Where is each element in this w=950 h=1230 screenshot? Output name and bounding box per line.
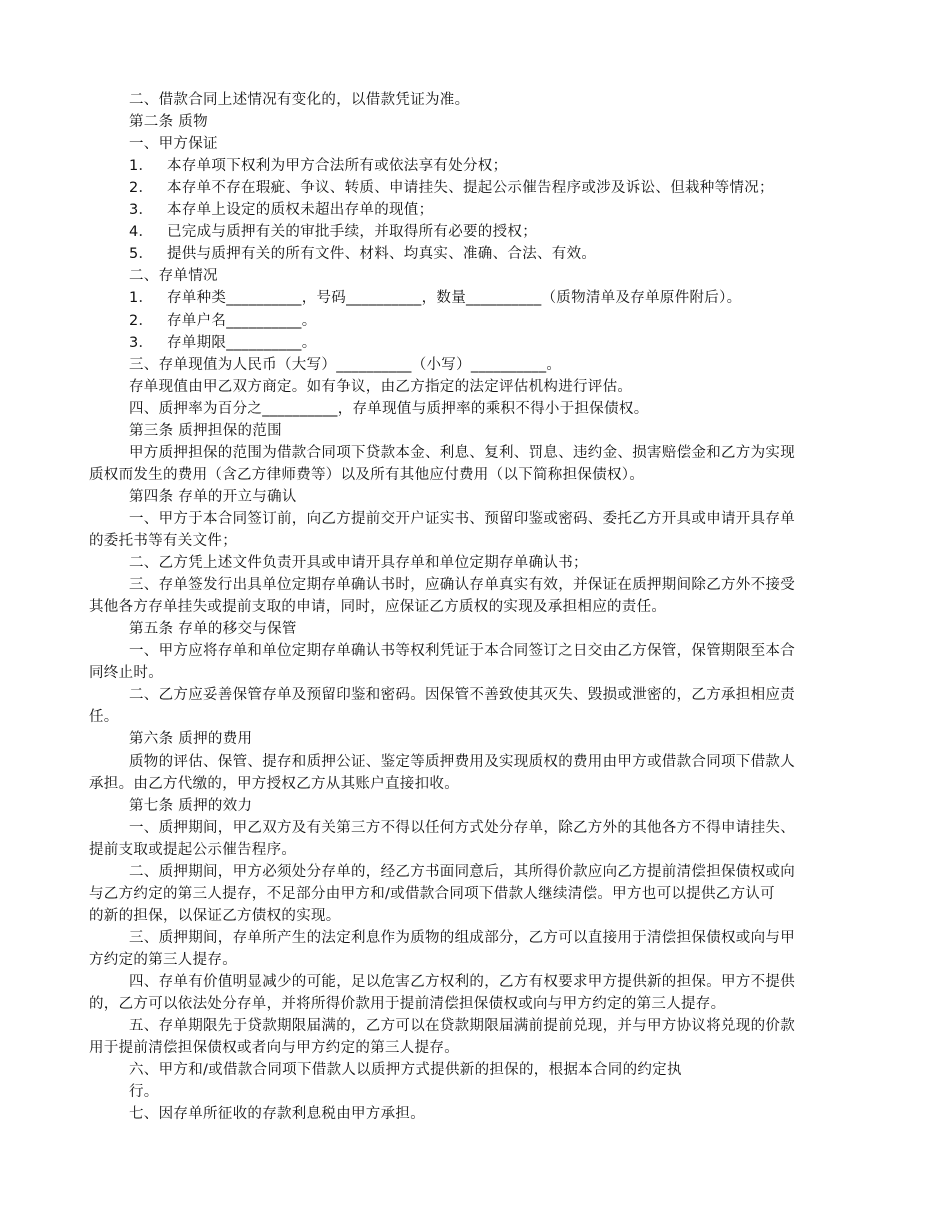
line-text: 本存单不存在瑕疵、争议、转质、申请挂失、提起公示催告程序或涉及诉讼、但栽种等情况； — [167, 180, 774, 196]
line-text: 第四条 存单的开立与确认 — [129, 489, 297, 505]
line-text: 一、甲方保证 — [129, 136, 218, 152]
list-number: 4． — [129, 224, 154, 240]
line-text: 行。 — [129, 1084, 159, 1100]
line-text: 三、存单现值为人民币（大写）__________（小写）__________。 — [129, 357, 562, 373]
line-text: 第六条 质押的费用 — [129, 731, 253, 747]
text-line — [129, 972, 795, 992]
text-line — [89, 531, 237, 551]
text-line — [129, 222, 537, 242]
line-text: 本存单上设定的质权未超出存单的现值； — [167, 202, 434, 218]
text-line — [129, 575, 795, 595]
text-line — [129, 112, 208, 132]
text-line — [129, 266, 218, 286]
text-line — [129, 928, 795, 948]
text-line — [89, 994, 725, 1014]
text-line — [129, 641, 795, 661]
text-line — [129, 156, 507, 176]
line-text: 其他各方存单挂失或提前支取的申请，同时，应保证乙方质权的实现及承担相应的责任。 — [89, 599, 667, 615]
line-text: 三、质押期间，存单所产生的法定利息作为质物的组成部分，乙方可以直接用于清偿担保债权或向与甲 — [129, 930, 795, 946]
text-line — [89, 840, 296, 860]
list-number: 5． — [129, 246, 154, 262]
line-text: 提供与质押有关的所有文件、材料、均真实、准确、合法、有效。 — [167, 246, 597, 262]
text-line — [129, 1104, 425, 1124]
list-number: 1． — [129, 158, 154, 174]
text-line — [129, 288, 741, 308]
text-line — [129, 619, 297, 639]
text-line — [129, 1060, 682, 1080]
text-line — [129, 1016, 795, 1036]
line-text: 四、存单有价值明显减少的可能，足以危害乙方权利的，乙方有权要求甲方提供新的担保。甲方不提供 — [129, 974, 795, 990]
line-text: 第五条 存单的移交与保管 — [129, 621, 297, 637]
line-text: 七、因存单所征收的存款利息税由甲方承担。 — [129, 1106, 425, 1122]
line-text: 存单户名__________。 — [167, 313, 317, 329]
text-line — [129, 487, 297, 507]
line-text: 四、质押率为百分之__________，存单现值与质押率的乘积不得小于担保债权。 — [129, 401, 649, 417]
line-text: 甲方质押担保的范围为借款合同项下贷款本金、利息、复利、罚息、违约金、损害赔偿金和乙方为实现 — [129, 445, 795, 461]
text-line — [129, 796, 252, 816]
list-number: 3． — [129, 335, 154, 351]
line-text: 的委托书等有关文件； — [89, 533, 237, 549]
text-line — [89, 1038, 459, 1058]
text-line — [129, 443, 795, 463]
text-line — [129, 729, 252, 749]
line-text: 第二条 质物 — [129, 114, 208, 130]
text-line — [129, 311, 317, 331]
line-text: 的新的担保，以保证乙方债权的实现。 — [89, 908, 341, 924]
text-line — [129, 244, 596, 264]
line-text: 存单种类__________，号码__________，数量__________（质物清单及存单原件附后）。 — [167, 290, 742, 306]
text-line — [89, 597, 666, 617]
line-text: 任。 — [89, 709, 119, 725]
text-line — [129, 553, 588, 573]
line-text: 用于提前清偿担保债权或者向与甲方约定的第三人提存。 — [89, 1040, 459, 1056]
line-text: 二、存单情况 — [129, 268, 218, 284]
text-line — [89, 707, 119, 727]
text-line — [129, 1082, 159, 1102]
text-line — [129, 200, 433, 220]
line-text: 方约定的第三人提存。 — [89, 952, 237, 968]
line-text: 六、甲方和/或借款合同项下借款人以质押方式提供新的担保的，根据本合同的约定执 — [129, 1062, 682, 1078]
text-line — [89, 465, 644, 485]
text-line — [129, 818, 795, 838]
text-line — [129, 685, 795, 705]
line-text: 第七条 质押的效力 — [129, 798, 253, 814]
text-line — [89, 906, 341, 926]
text-line — [129, 90, 469, 110]
list-number: 1． — [129, 290, 154, 306]
list-number: 3． — [129, 202, 154, 218]
line-text: 提前支取或提起公示催告程序。 — [89, 842, 297, 858]
text-line — [129, 134, 218, 154]
line-text: 本存单项下权利为甲方合法所有或依法享有处分权； — [167, 158, 508, 174]
line-text: 二、乙方应妥善保管存单及预留印鉴和密码。因保管不善致使其灭失、毁损或泄密的，乙方承担相应责 — [129, 687, 795, 703]
text-line — [129, 333, 317, 353]
line-text: 存单期限__________。 — [167, 335, 317, 351]
text-line — [89, 774, 459, 794]
text-line — [129, 509, 795, 529]
line-text: 已完成与质押有关的审批手续，并取得所有必要的授权； — [167, 224, 537, 240]
text-line — [129, 377, 632, 397]
text-line — [129, 421, 282, 441]
line-text: 质物的评估、保管、提存和质押公证、鉴定等质押费用及实现质权的费用由甲方或借款合同项下借款人 — [129, 754, 795, 770]
line-text: 一、甲方于本合同签订前，向乙方提前交开户证实书、预留印鉴或密码、委托乙方开具或申请开具存单 — [129, 511, 795, 527]
text-line — [89, 884, 775, 904]
line-text: 质权而发生的费用（含乙方律师费等）以及所有其他应付费用（以下简称担保债权）。 — [89, 467, 645, 483]
line-text: 二、质押期间，甲方必须处分存单的，经乙方书面同意后，其所得价款应向乙方提前清偿担保债权或向 — [129, 864, 795, 880]
line-text: 存单现值由甲乙双方商定。如有争议，由乙方指定的法定评估机构进行评估。 — [129, 379, 633, 395]
list-number: 2． — [129, 180, 154, 196]
text-line — [129, 355, 561, 375]
line-text: 第三条 质押担保的范围 — [129, 423, 282, 439]
list-number: 2． — [129, 313, 154, 329]
line-text: 的，乙方可以依法处分存单，并将所得价款用于提前清偿担保债权或向与甲方约定的第三人提存。 — [89, 996, 726, 1012]
text-line — [129, 752, 795, 772]
line-text: 二、乙方凭上述文件负责开具或申请开具存单和单位定期存单确认书； — [129, 555, 588, 571]
text-line — [129, 399, 649, 419]
text-line — [129, 178, 774, 198]
line-text: 五、存单期限先于贷款期限届满的，乙方可以在贷款期限届满前提前兑现，并与甲方协议将兑现的价款 — [129, 1018, 795, 1034]
line-text: 承担。由乙方代缴的，甲方授权乙方从其账户直接扣收。 — [89, 776, 459, 792]
line-text: 一、甲方应将存单和单位定期存单确认书等权利凭证于本合同签订之日交由乙方保管，保管期限至本合 — [129, 643, 795, 659]
text-line — [89, 663, 163, 683]
text-line — [89, 950, 237, 970]
line-text: 与乙方约定的第三人提存，不足部分由甲方和/或借款合同项下借款人继续清偿。甲方也可以提供乙方认可 — [89, 886, 775, 902]
text-line — [129, 862, 795, 882]
line-text: 同终止时。 — [89, 665, 163, 681]
line-text: 三、存单签发行出具单位定期存单确认书时，应确认存单真实有效，并保证在质押期间除乙方外不接受 — [129, 577, 795, 593]
line-text: 一、质押期间，甲乙双方及有关第三方不得以任何方式处分存单，除乙方外的其他各方不得申请挂失、 — [129, 820, 795, 836]
line-text: 二、借款合同上述情况有变化的，以借款凭证为准。 — [129, 92, 470, 108]
